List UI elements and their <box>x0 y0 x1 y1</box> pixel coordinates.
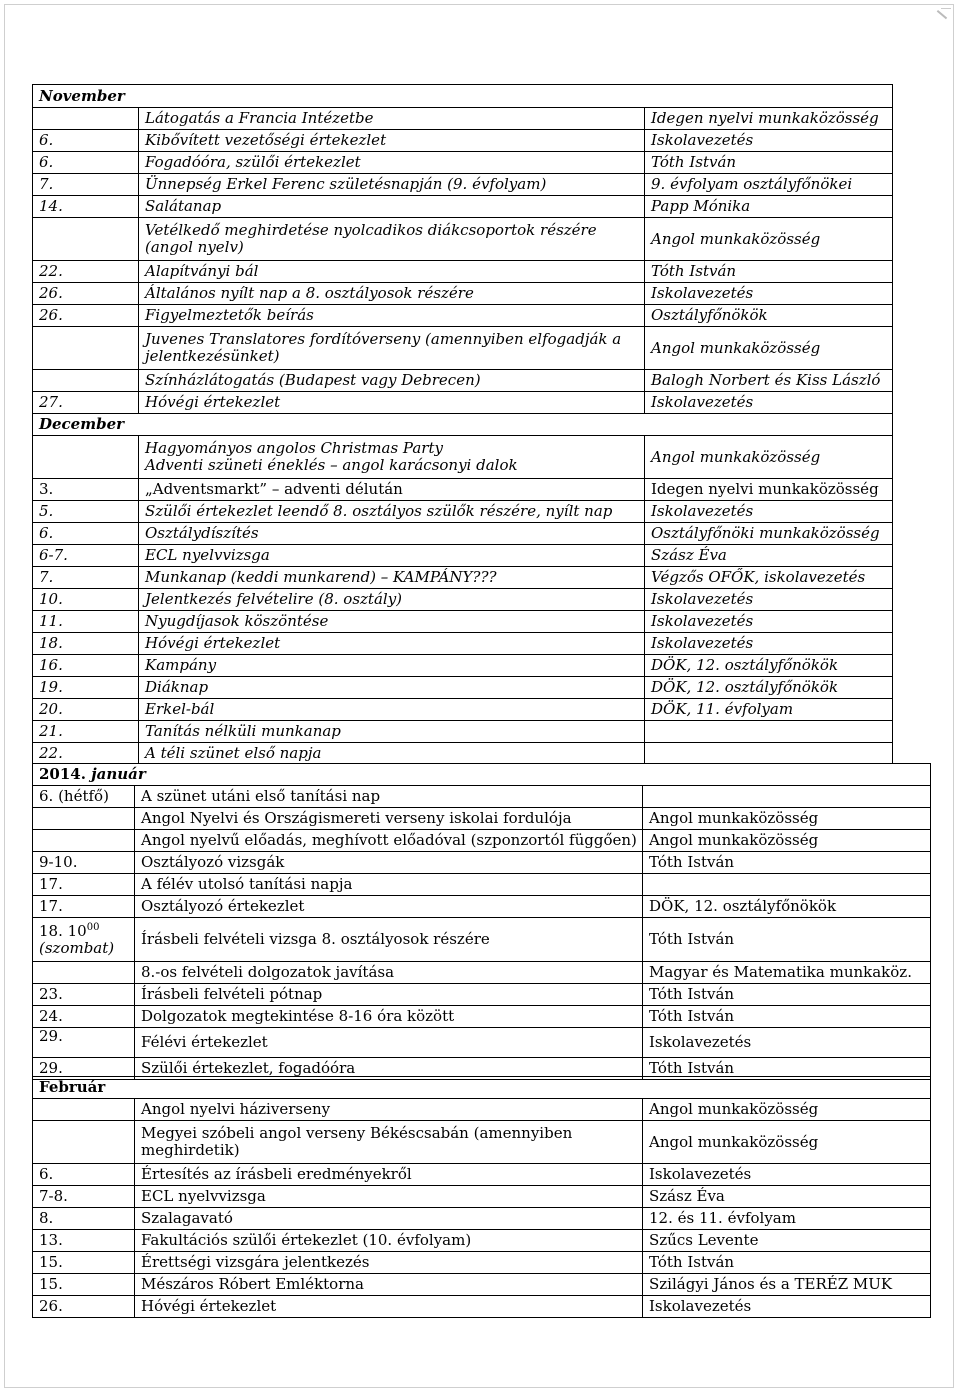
resp-cell: Iskolavezetés <box>645 589 893 611</box>
resp-cell <box>643 874 931 896</box>
resp-cell: Idegen nyelvi munkaközösség <box>645 108 893 130</box>
date-cell <box>33 327 139 370</box>
date-cell: 29. <box>33 1058 135 1080</box>
date-cell: 27. <box>33 392 139 414</box>
event-cell: Angol nyelvi háziverseny <box>135 1099 643 1121</box>
table-row <box>33 479 893 501</box>
resp-cell: Tóth István <box>645 261 893 283</box>
date-cell: 7-8. <box>33 1186 135 1208</box>
event-cell: Írásbeli felvételi vizsga 8. osztályosok részére <box>135 918 643 962</box>
event-cell: Félévi értekezlet <box>135 1028 643 1058</box>
date-cell: 6. <box>33 130 139 152</box>
date-cell: 22. <box>33 261 139 283</box>
resp-cell <box>645 743 893 764</box>
date-cell: 6-7. <box>33 545 139 567</box>
exam-date-sup: 00 <box>86 921 100 933</box>
event-cell: A szünet utáni első tanítási nap <box>135 786 643 808</box>
date-cell: 10. <box>33 589 139 611</box>
event-cell: Színházlátogatás (Budapest vagy Debrecen) <box>139 370 645 392</box>
event-cell: Hóvégi értekezlet <box>139 633 645 655</box>
resp-cell: Iskolavezetés <box>645 130 893 152</box>
date-cell: 3. <box>33 479 139 501</box>
event-cell: Hóvégi értekezlet <box>135 1296 643 1318</box>
event-cell: Alapítványi bál <box>139 261 645 283</box>
resp-cell: Szász Éva <box>645 545 893 567</box>
schedule-table-january <box>32 763 931 1080</box>
table-row <box>33 567 893 589</box>
date-cell: 6. <box>33 523 139 545</box>
date-cell <box>33 1121 135 1164</box>
event-cell: 8.-os felvételi dolgozatok javítása <box>135 962 643 984</box>
resp-cell: Végzős OFŐK, iskolavezetés <box>645 567 893 589</box>
date-cell: 24. <box>33 1006 135 1028</box>
exam-day: (szombat) <box>39 938 115 957</box>
resp-cell: Angol munkaközösség <box>643 1121 931 1164</box>
resp-cell <box>645 721 893 743</box>
table-row <box>33 677 893 699</box>
resp-cell: DÖK, 12. osztályfőnökök <box>643 896 931 918</box>
date-cell: 14. <box>33 196 139 218</box>
table-row <box>33 108 893 130</box>
table-row <box>33 786 931 808</box>
exam-date-time: 18. 10 <box>39 921 87 940</box>
date-cell: 6. <box>33 1164 135 1186</box>
date-cell <box>33 218 139 261</box>
resp-cell: Szilágyi János és a TERÉZ MUK <box>643 1274 931 1296</box>
date-cell: 18. <box>33 633 139 655</box>
event-line: Hagyományos angolos Christmas Party <box>145 439 443 457</box>
table-row <box>33 830 931 852</box>
date-cell <box>33 108 139 130</box>
resp-cell: Tóth István <box>643 1252 931 1274</box>
event-cell: Salátanap <box>139 196 645 218</box>
event-cell: Értesítés az írásbeli eredményekről <box>135 1164 643 1186</box>
table-row <box>33 174 893 196</box>
table-row <box>33 218 893 261</box>
page-corner-icon <box>938 8 952 20</box>
month-header: December <box>33 414 893 436</box>
table-row <box>33 1296 931 1318</box>
resp-cell: Iskolavezetés <box>645 633 893 655</box>
event-cell: ECL nyelvvizsga <box>139 545 645 567</box>
table-row <box>33 1006 931 1028</box>
event-cell: Érettségi vizsgára jelentkezés <box>135 1252 643 1274</box>
event-cell: Erkel-bál <box>139 699 645 721</box>
event-cell: Megyei szóbeli angol verseny Békéscsabán (amennyiben meghirdetik) <box>135 1121 643 1164</box>
table-row <box>33 283 893 305</box>
table-row <box>33 699 893 721</box>
date-cell: 17. <box>33 874 135 896</box>
event-cell: A téli szünet első napja <box>139 743 645 764</box>
resp-cell: Tóth István <box>643 984 931 1006</box>
resp-cell: Magyar és Matematika munkaköz. <box>643 962 931 984</box>
table-row <box>33 589 893 611</box>
date-cell: 6. (hétfő) <box>33 786 135 808</box>
date-cell: 8. <box>33 1208 135 1230</box>
resp-cell: Papp Mónika <box>645 196 893 218</box>
event-cell: Osztályozó értekezlet <box>135 896 643 918</box>
date-cell <box>33 1099 135 1121</box>
resp-cell: Tóth István <box>645 152 893 174</box>
date-cell: 23. <box>33 984 135 1006</box>
month-header-row <box>33 1077 931 1099</box>
table-row <box>33 305 893 327</box>
table-row <box>33 1121 931 1164</box>
event-cell: Tanítás nélküli munkanap <box>139 721 645 743</box>
event-cell: Nyugdíjasok köszöntése <box>139 611 645 633</box>
date-cell <box>33 918 135 962</box>
table-row <box>33 633 893 655</box>
date-cell: 26. <box>33 1296 135 1318</box>
table-row <box>33 1164 931 1186</box>
event-cell: Írásbeli felvételi pótnap <box>135 984 643 1006</box>
event-cell: ECL nyelvvizsga <box>135 1186 643 1208</box>
event-cell: Fogadóóra, szülői értekezlet <box>139 152 645 174</box>
event-cell: Angol Nyelvi és Országismereti verseny iskolai fordulója <box>135 808 643 830</box>
table-row <box>33 1230 931 1252</box>
date-cell <box>33 962 135 984</box>
month-header-row <box>33 85 893 108</box>
resp-cell: Tóth István <box>643 852 931 874</box>
table-row <box>33 918 931 962</box>
date-cell <box>33 370 139 392</box>
date-cell: 7. <box>33 567 139 589</box>
event-cell: Jelentkezés felvételire (8. osztály) <box>139 589 645 611</box>
table-row <box>33 1028 931 1058</box>
date-cell: 7. <box>33 174 139 196</box>
resp-cell: 12. és 11. évfolyam <box>643 1208 931 1230</box>
event-cell: Kibővített vezetőségi értekezlet <box>139 130 645 152</box>
month-header: Február <box>33 1077 931 1099</box>
month-header: November <box>33 85 893 108</box>
resp-cell: Iskolavezetés <box>645 501 893 523</box>
schedule-table-february <box>32 1076 931 1318</box>
event-cell: „Adventsmarkt” – adventi délután <box>139 479 645 501</box>
table-row <box>33 1208 931 1230</box>
resp-cell: Iskolavezetés <box>645 611 893 633</box>
event-cell: Ünnepség Erkel Ferenc születésnapján (9. évfolyam) <box>139 174 645 196</box>
date-cell <box>33 808 135 830</box>
table-row <box>33 130 893 152</box>
date-cell: 26. <box>33 283 139 305</box>
date-cell: 19. <box>33 677 139 699</box>
event-cell: Szülői értekezlet leendő 8. osztályos szülők részére, nyílt nap <box>139 501 645 523</box>
event-cell: Osztályozó vizsgák <box>135 852 643 874</box>
table-row <box>33 370 893 392</box>
resp-cell: Tóth István <box>643 1058 931 1080</box>
table-row <box>33 743 893 764</box>
date-cell: 21. <box>33 721 139 743</box>
resp-cell: Szász Éva <box>643 1186 931 1208</box>
resp-cell: 9. évfolyam osztályfőnökei <box>645 174 893 196</box>
table-row <box>33 896 931 918</box>
resp-cell: Iskolavezetés <box>643 1296 931 1318</box>
event-cell: Figyelmeztetők beírás <box>139 305 645 327</box>
table-row <box>33 611 893 633</box>
event-cell: Szalagavató <box>135 1208 643 1230</box>
date-cell: 29. <box>33 1028 135 1058</box>
month-header <box>33 764 931 786</box>
date-cell: 26. <box>33 305 139 327</box>
table-row <box>33 545 893 567</box>
table-row <box>33 327 893 370</box>
resp-cell <box>643 786 931 808</box>
date-cell <box>33 436 139 479</box>
table-row <box>33 392 893 414</box>
table-row <box>33 501 893 523</box>
date-cell: 15. <box>33 1252 135 1274</box>
table-row <box>33 808 931 830</box>
event-line: Adventi szüneti éneklés – angol karácsonyi dalok <box>145 456 518 474</box>
month-header-row <box>33 764 931 786</box>
event-cell: Látogatás a Francia Intézetbe <box>139 108 645 130</box>
event-cell: Osztálydíszítés <box>139 523 645 545</box>
date-cell <box>33 830 135 852</box>
event-cell: Vetélkedő meghirdetése nyolcadikos diákcsoportok részére (angol nyelv) <box>139 218 645 261</box>
month-header-row <box>33 414 893 436</box>
table-row <box>33 523 893 545</box>
table-row <box>33 436 893 479</box>
event-cell: Fakultációs szülői értekezlet (10. évfolyam) <box>135 1230 643 1252</box>
event-cell <box>139 436 645 479</box>
event-cell: Juvenes Translatores fordítóverseny (amennyiben elfogadják a jelentkezésünket) <box>139 327 645 370</box>
date-cell: 5. <box>33 501 139 523</box>
resp-cell: Angol munkaközösség <box>645 327 893 370</box>
resp-cell: Osztályfőnökök <box>645 305 893 327</box>
event-cell: Diáknap <box>139 677 645 699</box>
resp-cell: DÖK, 11. évfolyam <box>645 699 893 721</box>
table-row <box>33 655 893 677</box>
resp-cell: Tóth István <box>643 1006 931 1028</box>
table-row <box>33 1252 931 1274</box>
table-row <box>33 721 893 743</box>
resp-cell: Angol munkaközösség <box>645 436 893 479</box>
resp-cell: Szűcs Levente <box>643 1230 931 1252</box>
resp-cell: Angol munkaközösség <box>643 808 931 830</box>
table-row <box>33 196 893 218</box>
resp-cell: Iskolavezetés <box>643 1028 931 1058</box>
event-cell: Hóvégi értekezlet <box>139 392 645 414</box>
date-cell: 9-10. <box>33 852 135 874</box>
table-row <box>33 984 931 1006</box>
exam-date <box>39 923 134 940</box>
date-cell: 20. <box>33 699 139 721</box>
resp-cell: Balogh Norbert és Kiss László <box>645 370 893 392</box>
date-cell: 15. <box>33 1274 135 1296</box>
table-row <box>33 962 931 984</box>
table-row <box>33 261 893 283</box>
table-row <box>33 152 893 174</box>
event-cell: Munkanap (keddi munkarend) – KAMPÁNY??? <box>139 567 645 589</box>
table-row <box>33 1274 931 1296</box>
date-cell: 11. <box>33 611 139 633</box>
resp-cell: Angol munkaközösség <box>643 830 931 852</box>
date-cell: 6. <box>33 152 139 174</box>
resp-cell: Iskolavezetés <box>645 283 893 305</box>
table-row <box>33 874 931 896</box>
date-cell: 17. <box>33 896 135 918</box>
event-cell: A félév utolsó tanítási napja <box>135 874 643 896</box>
resp-cell: Tóth István <box>643 918 931 962</box>
date-cell: 16. <box>33 655 139 677</box>
resp-cell: Iskolavezetés <box>645 392 893 414</box>
event-cell: Általános nyílt nap a 8. osztályosok részére <box>139 283 645 305</box>
resp-cell: Angol munkaközösség <box>643 1099 931 1121</box>
table-row <box>33 1099 931 1121</box>
date-cell: 22. <box>33 743 139 764</box>
resp-cell: Angol munkaközösség <box>645 218 893 261</box>
resp-cell: DÖK, 12. osztályfőnökök <box>645 655 893 677</box>
table-row <box>33 1186 931 1208</box>
resp-cell: Osztályfőnöki munkaközösség <box>645 523 893 545</box>
event-cell: Mészáros Róbert Emléktorna <box>135 1274 643 1296</box>
table-row <box>33 852 931 874</box>
month-header-year: 2014. <box>39 765 86 783</box>
month-header-month: január <box>91 765 146 783</box>
resp-cell: DÖK, 12. osztályfőnökök <box>645 677 893 699</box>
event-cell: Szülői értekezlet, fogadóóra <box>135 1058 643 1080</box>
resp-cell: Iskolavezetés <box>643 1164 931 1186</box>
event-cell: Kampány <box>139 655 645 677</box>
event-cell: Angol nyelvű előadás, meghívott előadóval (szponzortól függően) <box>135 830 643 852</box>
schedule-table-nov-dec <box>32 84 893 764</box>
resp-cell: Idegen nyelvi munkaközösség <box>645 479 893 501</box>
event-cell: Dolgozatok megtekintése 8-16 óra között <box>135 1006 643 1028</box>
date-cell: 13. <box>33 1230 135 1252</box>
